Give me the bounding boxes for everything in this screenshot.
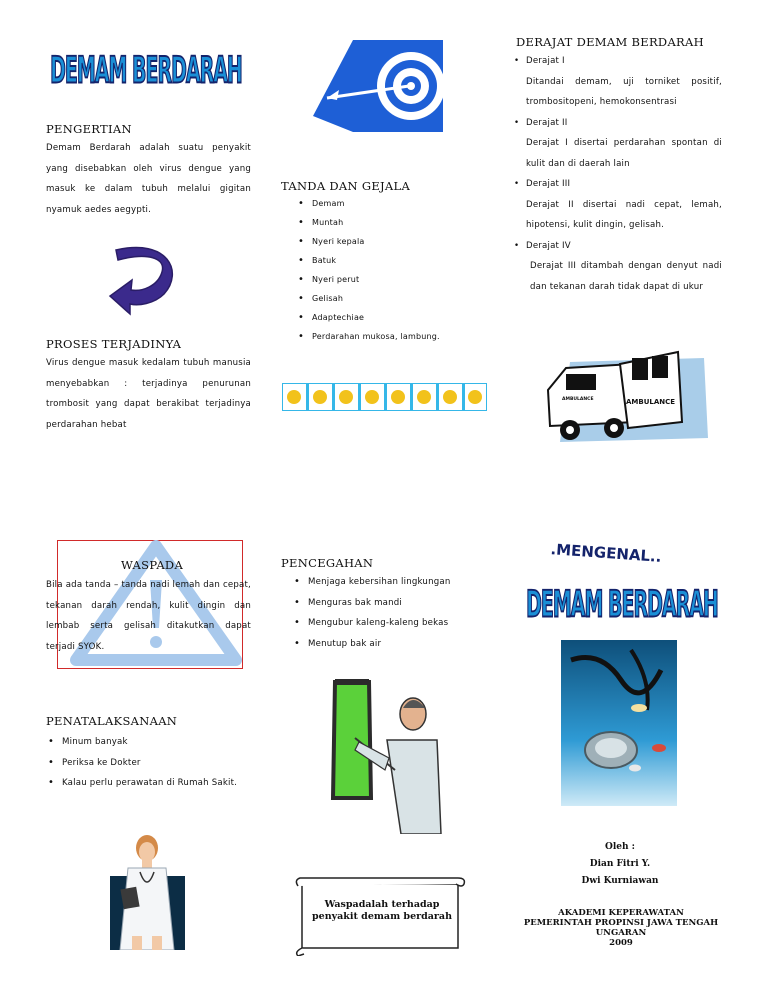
list-item: • Adaptechiae	[296, 308, 506, 327]
waspada-text: Bila ada tanda – tanda nadi lemah dan cepat, tekanan darah rendah, kulit dingin dan lembab serta gelisah ditakutkan dapat terjadi SYOK.	[46, 580, 251, 652]
list-item: • Menjaga kebersihan lingkungan	[292, 572, 502, 593]
stethoscope-photo	[561, 640, 677, 806]
derajat-3-text: Derajat II disertai nadi cepat, lemah, hipotensi, kulit dingin, gelisah.	[526, 199, 722, 230]
doctor-illustration	[110, 832, 185, 950]
institution-line-2: PEMERINTAH PROPINSI JAWA TENGAH	[523, 918, 719, 928]
author-oleh: Oleh :	[605, 842, 635, 852]
list-item: • Demam	[296, 194, 506, 213]
sun-strip-divider	[282, 383, 487, 411]
ambulance-side-label: AMBULANCE	[562, 397, 594, 402]
derajat-3-label: Derajat III	[526, 179, 571, 189]
target-bullseye-icon	[313, 40, 443, 132]
derajat-heading: DERAJAT DEMAM BERDARAH	[516, 35, 704, 49]
derajat-section	[512, 51, 722, 297]
teacher-pointing-illustration	[325, 678, 445, 834]
mengenal-wordart	[536, 540, 676, 568]
list-item: • Kalau perlu perawatan di Rumah Sakit.	[46, 773, 256, 794]
ambulance-label: AMBULANCE	[626, 398, 676, 406]
list-item: • Minum banyak	[46, 732, 256, 753]
curved-arrow-icon	[108, 232, 184, 316]
derajat-1: • Derajat I Ditandai demam, uji torniket positif, trombositopeni, hemokonsentrasi	[512, 51, 722, 113]
list-item: • Gelisah	[296, 289, 506, 308]
list-item: • Perdarahan mukosa, lambung.	[296, 327, 506, 346]
author-name-2: Dwi Kurniawan	[581, 876, 659, 886]
penatalaksanaan-list	[46, 732, 256, 794]
proses-heading: PROSES TERJADINYA	[46, 337, 182, 351]
right-title-text: DEMAM BERDARAH	[526, 584, 718, 626]
derajat-4: • Derajat IV Derajat III ditambah dengan denyut nadi dan tekanan darah tidak dapat di ukur	[512, 236, 722, 298]
list-item: • Mengubur kaleng-kaleng bekas	[292, 613, 502, 634]
ambulance-illustration	[540, 342, 710, 448]
proses-text: Virus dengue masuk kedalam tubuh manusia menyebabkan : terjadinya penurunan trombosit yang dapat berakibat terjadinya perdarahan hebat	[46, 358, 251, 430]
derajat-2-text: Derajat I disertai perdarahan spontan di kulit dan di daerah lain	[526, 138, 722, 169]
penatalaksanaan-heading: PENATALAKSANAAN	[46, 714, 178, 728]
right-title-wordart	[526, 582, 718, 628]
list-item: • Periksa ke Dokter	[46, 753, 256, 774]
tanda-heading: TANDA DAN GEJALA	[281, 179, 411, 193]
pengertian-heading: PENGERTIAN	[46, 122, 132, 136]
list-item: • Menutup bak air	[292, 634, 502, 655]
list-item: • Menguras bak mandi	[292, 593, 502, 614]
tanda-list	[296, 194, 506, 346]
derajat-4-text: Derajat III ditambah dengan denyut nadi dan tekanan darah tidak dapat di ukur	[530, 261, 722, 292]
pencegahan-heading: PENCEGAHAN	[281, 556, 374, 570]
institution-line-1: AKADEMI KEPERAWATAN	[558, 908, 684, 918]
derajat-2-label: Derajat II	[526, 117, 568, 128]
derajat-4-label: Derajat IV	[526, 240, 571, 251]
scroll-banner-text: Waspadalah terhadap penyakit demam berdarah	[312, 899, 452, 922]
institution-line-3: UNGARAN	[595, 928, 647, 938]
list-item: • Nyeri kepala	[296, 232, 506, 251]
list-item: • Batuk	[296, 251, 506, 270]
waspada-heading: WASPADA	[121, 558, 184, 572]
pengertian-text: Demam Berdarah adalah suatu penyakit yang disebabkan oleh virus dengue yang masuk ke dalam tubuh melalui gigitan nyamuk aedes aegypti.	[46, 143, 251, 215]
list-item: • Muntah	[296, 213, 506, 232]
left-title-wordart	[50, 50, 242, 90]
left-title-text: DEMAM BERDARAH	[50, 50, 242, 92]
institution-line-4: 2009	[609, 938, 633, 948]
mengenal-text: .MENGENAL..	[549, 540, 663, 566]
derajat-1-text: Ditandai demam, uji torniket positif, trombositopeni, hemokonsentrasi	[526, 76, 722, 107]
derajat-2: • Derajat II Derajat I disertai perdarahan spontan di kulit dan di daerah lain	[512, 113, 722, 175]
author-name-1: Dian Fitri Y.	[589, 859, 651, 869]
derajat-1-label: Derajat I	[526, 56, 565, 66]
derajat-3: • Derajat III Derajat II disertai nadi cepat, lemah, hipotensi, kulit dingin, gelisah.	[512, 174, 722, 236]
institution-block	[516, 908, 726, 948]
list-item: • Nyeri perut	[296, 270, 506, 289]
pencegahan-list	[292, 572, 502, 654]
